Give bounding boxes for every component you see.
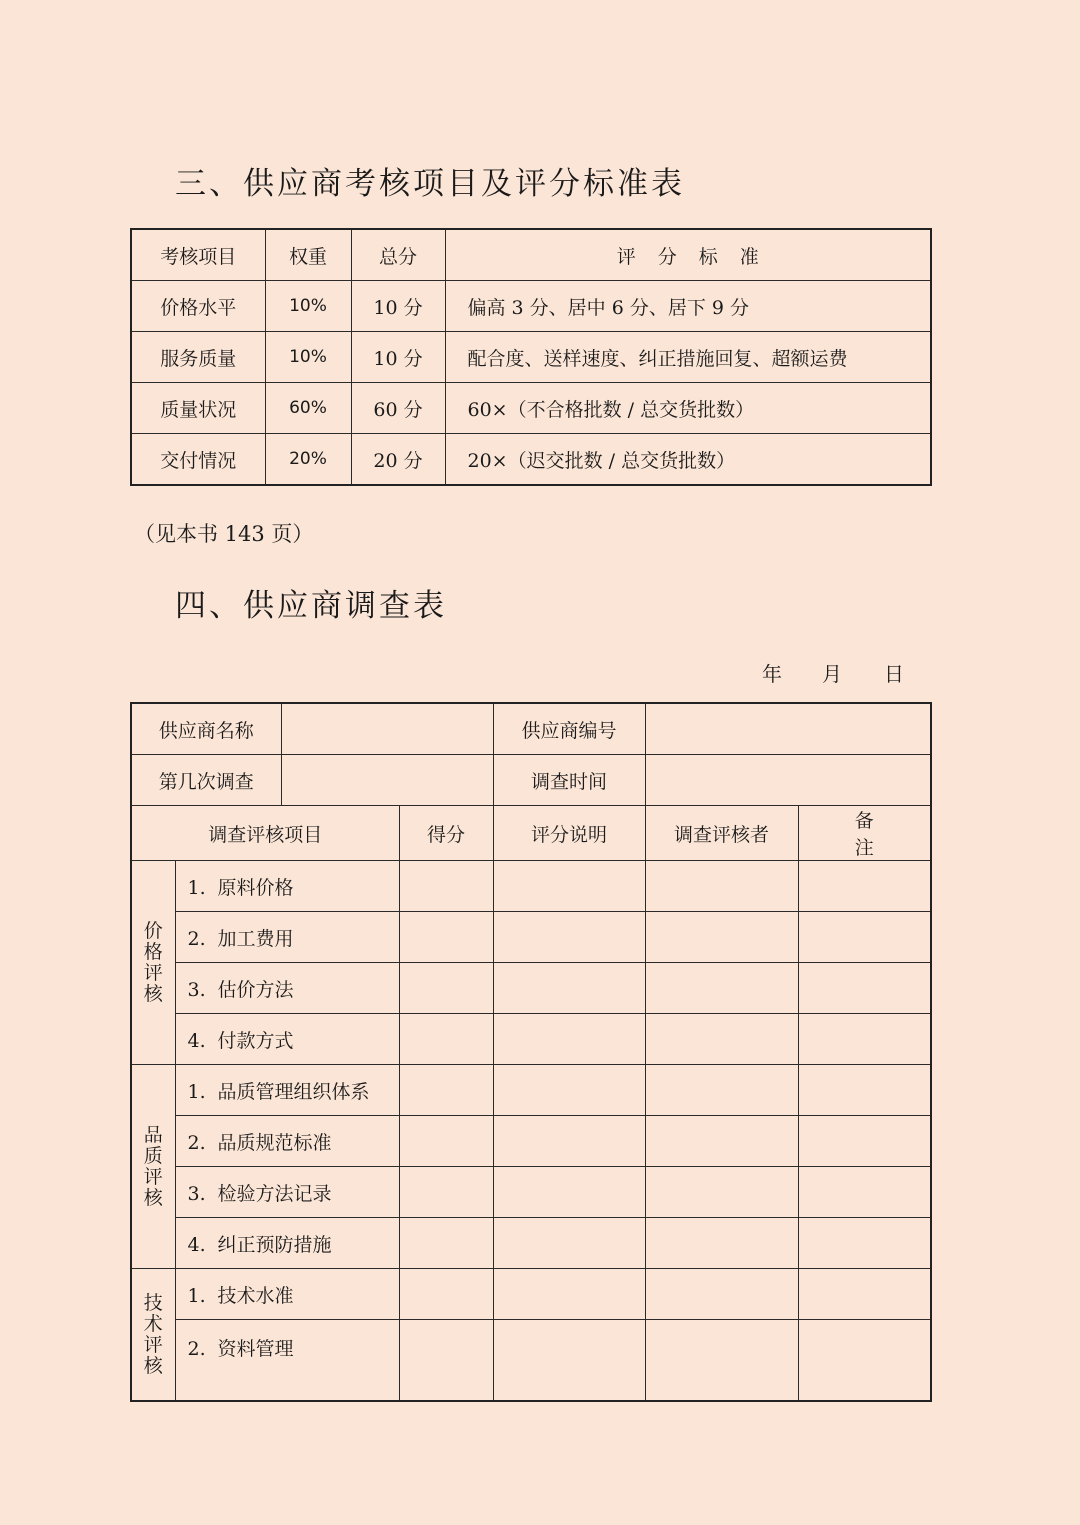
reviewer-cell[interactable] [645, 1167, 798, 1218]
remark-cell[interactable] [798, 1320, 931, 1402]
table-row [131, 383, 931, 434]
reviewer-cell[interactable] [645, 912, 798, 963]
survey-time-label: 调查时间 [493, 755, 645, 806]
group-label-char: 品 [143, 1123, 163, 1146]
item-name: 纠正预防措施 [217, 1233, 332, 1256]
row-item: 服务质量 [131, 332, 265, 383]
item-number: 1. [187, 1284, 206, 1307]
row-item: 价格水平 [131, 281, 265, 332]
table-row [131, 434, 931, 486]
reviewer-cell[interactable] [645, 1269, 798, 1320]
table-row [131, 1218, 931, 1269]
score-cell[interactable] [399, 861, 493, 912]
survey-item [175, 1014, 399, 1065]
row-score: 10 分 [351, 281, 445, 332]
group-label-char: 核 [143, 982, 163, 1005]
item-name: 付款方式 [217, 1029, 294, 1052]
reviewer-cell[interactable] [645, 1065, 798, 1116]
row-score: 20 分 [351, 434, 445, 486]
survey-item [175, 963, 399, 1014]
reviewer-cell[interactable] [645, 1014, 798, 1065]
group-label-char: 质 [143, 1144, 163, 1167]
survey-item [175, 1116, 399, 1167]
reviewer-cell[interactable] [645, 1116, 798, 1167]
info-row [131, 703, 931, 755]
date-year: 年 [762, 662, 782, 686]
group-label-char: 价 [143, 919, 163, 942]
item-name: 原料价格 [217, 876, 294, 899]
table-row [131, 1269, 931, 1320]
reviewer-cell[interactable] [645, 861, 798, 912]
group-label-char: 评 [143, 1333, 163, 1356]
explain-cell[interactable] [493, 912, 645, 963]
row-score: 60 分 [351, 383, 445, 434]
row-weight: 10% [265, 332, 351, 383]
group-label-char: 评 [143, 1165, 163, 1188]
item-number: 2. [187, 927, 206, 950]
survey-header-row [131, 806, 931, 861]
info-row [131, 755, 931, 806]
table-row [131, 1065, 931, 1116]
remark-cell[interactable] [798, 1167, 931, 1218]
date-month: 月 [822, 662, 842, 686]
table-header-row [131, 229, 931, 281]
header-weight: 权重 [265, 229, 351, 281]
item-number: 2. [187, 1338, 206, 1360]
item-name: 资料管理 [217, 1338, 294, 1360]
header-item: 考核项目 [131, 229, 265, 281]
table-row [131, 1167, 931, 1218]
survey-item [175, 861, 399, 912]
item-name: 检验方法记录 [217, 1182, 332, 1205]
table-row [131, 963, 931, 1014]
survey-item [175, 1269, 399, 1320]
explain-cell[interactable] [493, 1218, 645, 1269]
table-row [131, 1116, 931, 1167]
reviewer-cell[interactable] [645, 963, 798, 1014]
survey-time-field[interactable] [645, 755, 931, 806]
supplier-name-label: 供应商名称 [131, 703, 281, 755]
row-standard: 配合度、送样速度、纠正措施回复、超额运费 [445, 332, 931, 383]
remark-cell[interactable] [798, 1014, 931, 1065]
survey-round-field[interactable] [281, 755, 493, 806]
score-cell[interactable] [399, 963, 493, 1014]
header-survey-item: 调查评核项目 [131, 806, 399, 861]
row-standard: 20×（迟交批数 / 总交货批数） [445, 434, 931, 486]
item-number: 1. [187, 876, 206, 899]
survey-item [175, 1167, 399, 1218]
row-weight: 60% [265, 383, 351, 434]
page-reference-note: （见本书 143 页） [134, 522, 314, 546]
header-explain: 评分说明 [493, 806, 645, 861]
reviewer-cell[interactable] [645, 1320, 798, 1402]
score-cell[interactable] [399, 1320, 493, 1402]
supplier-name-field[interactable] [281, 703, 493, 755]
header-score: 得分 [399, 806, 493, 861]
explain-cell[interactable] [493, 1320, 645, 1402]
group-label-quality [131, 1065, 175, 1269]
remark-cell[interactable] [798, 963, 931, 1014]
item-number: 4. [187, 1233, 206, 1256]
remark-cell[interactable] [798, 1269, 931, 1320]
remark-cell[interactable] [798, 1218, 931, 1269]
remark-cell[interactable] [798, 912, 931, 963]
item-number: 3. [187, 978, 206, 1001]
score-cell[interactable] [399, 1269, 493, 1320]
explain-cell[interactable] [493, 963, 645, 1014]
explain-cell[interactable] [493, 1269, 645, 1320]
row-standard: 偏高 3 分、居中 6 分、居下 9 分 [445, 281, 931, 332]
item-name: 估价方法 [217, 978, 294, 1001]
scoring-standard-table [130, 228, 932, 486]
header-remark: 备注 [798, 806, 931, 861]
group-label-char: 技 [143, 1291, 163, 1314]
table-row [131, 912, 931, 963]
row-standard: 60×（不合格批数 / 总交货批数） [445, 383, 931, 434]
score-cell[interactable] [399, 912, 493, 963]
explain-cell[interactable] [493, 861, 645, 912]
section3-title: 三、供应商考核项目及评分标准表 [175, 166, 685, 202]
explain-cell[interactable] [493, 1167, 645, 1218]
date-day: 日 [884, 662, 904, 686]
item-name: 品质管理组织体系 [217, 1080, 370, 1103]
explain-cell[interactable] [493, 1065, 645, 1116]
reviewer-cell[interactable] [645, 1218, 798, 1269]
group-label-char: 术 [143, 1312, 163, 1335]
score-cell[interactable] [399, 1116, 493, 1167]
supplier-survey-table [130, 702, 932, 1402]
supplier-no-label: 供应商编号 [493, 703, 645, 755]
row-item: 交付情况 [131, 434, 265, 486]
survey-item [175, 1320, 399, 1402]
item-number: 1. [187, 1080, 206, 1103]
group-label-char: 核 [143, 1354, 163, 1377]
item-name: 品质规范标准 [217, 1131, 332, 1154]
remark-cell[interactable] [798, 1116, 931, 1167]
table-row [131, 332, 931, 383]
table-row [131, 1320, 931, 1402]
remark-cell[interactable] [798, 861, 931, 912]
item-number: 3. [187, 1182, 206, 1205]
header-score: 总分 [351, 229, 445, 281]
score-cell[interactable] [399, 1218, 493, 1269]
row-weight: 20% [265, 434, 351, 486]
survey-item [175, 912, 399, 963]
item-name: 加工费用 [217, 927, 294, 950]
group-label-char: 核 [143, 1186, 163, 1209]
survey-round-label: 第几次调查 [131, 755, 281, 806]
row-weight: 10% [265, 281, 351, 332]
remark-cell[interactable] [798, 1065, 931, 1116]
survey-item [175, 1218, 399, 1269]
explain-cell[interactable] [493, 1014, 645, 1065]
group-label-technical [131, 1269, 175, 1402]
item-number: 2. [187, 1131, 206, 1154]
item-name: 技术水准 [217, 1284, 294, 1307]
table-row [131, 1014, 931, 1065]
group-label-char: 格 [143, 940, 163, 963]
item-number: 4. [187, 1029, 206, 1052]
score-cell[interactable] [399, 1014, 493, 1065]
row-score: 10 分 [351, 332, 445, 383]
score-cell[interactable] [399, 1065, 493, 1116]
group-label-char: 评 [143, 961, 163, 984]
score-cell[interactable] [399, 1167, 493, 1218]
group-label-price [131, 861, 175, 1065]
section4-title: 四、供应商调查表 [175, 588, 447, 624]
supplier-no-field[interactable] [645, 703, 931, 755]
table-row [131, 281, 931, 332]
header-reviewer: 调查评核者 [645, 806, 798, 861]
header-standard: 评分标准 [445, 229, 931, 281]
row-item: 质量状况 [131, 383, 265, 434]
survey-item [175, 1065, 399, 1116]
table-row [131, 861, 931, 912]
explain-cell[interactable] [493, 1116, 645, 1167]
